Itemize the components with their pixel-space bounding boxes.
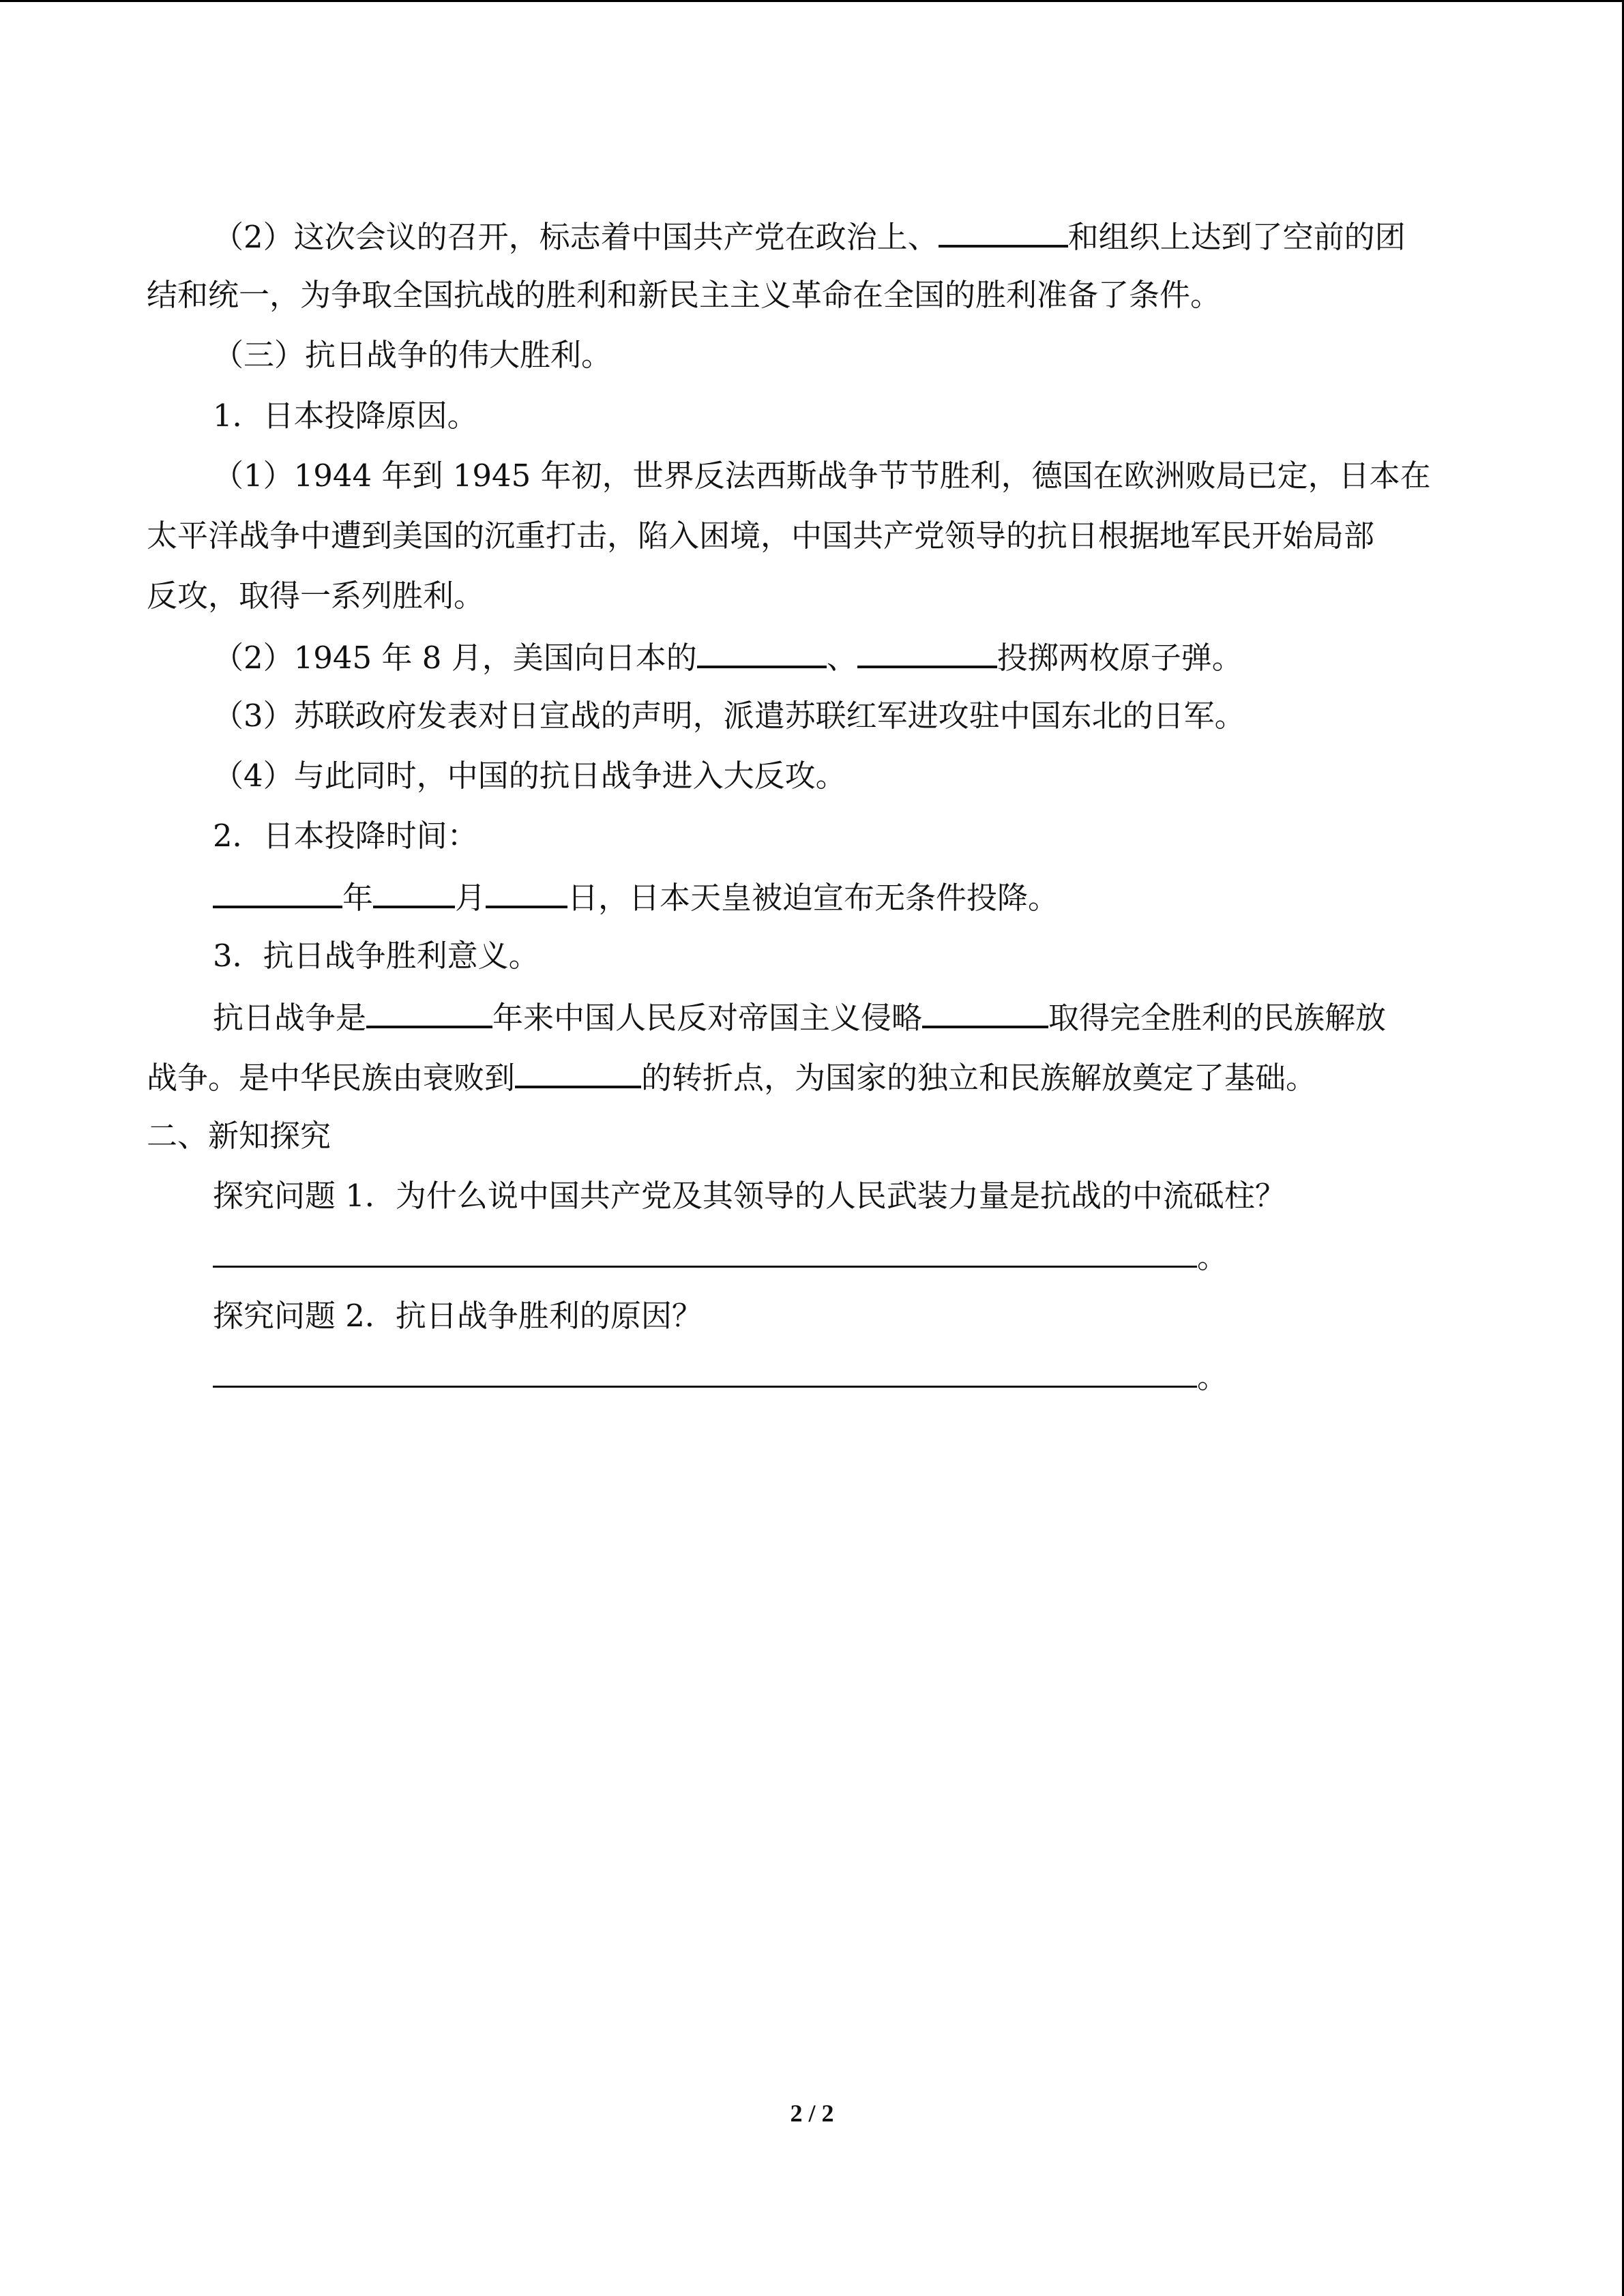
section-heading xyxy=(147,1116,331,1157)
text: 3．抗日战争胜利意义。 xyxy=(213,938,540,974)
paragraph-line xyxy=(213,756,846,796)
text: 探究问题 2．抗日战争胜利的原因？ xyxy=(213,1298,703,1334)
answer-line xyxy=(213,1236,1228,1277)
text: 战争。是中华民族由衰败到 xyxy=(147,1060,516,1096)
fill-blank[interactable] xyxy=(213,876,342,908)
subheading xyxy=(213,816,478,856)
text: （4）与此同时，中国的抗日战争进入大反攻。 xyxy=(213,758,846,794)
text: 投掷两枚原子弹。 xyxy=(996,640,1243,676)
subheading xyxy=(213,396,478,436)
fill-blank[interactable] xyxy=(857,636,997,668)
text: 日，日本天皇被迫宣布无条件投降。 xyxy=(567,880,1059,916)
text: 抗日战争是 xyxy=(213,1000,367,1036)
text: 。 xyxy=(1197,1359,1228,1395)
fill-blank[interactable] xyxy=(922,996,1048,1028)
paragraph-line xyxy=(213,696,1245,736)
text: （3）苏联政府发表对日宣战的声明，派遣苏联红军进攻驻中国东北的日军。 xyxy=(213,698,1245,734)
text: （1）1944 年到 1945 年初，世界反法西斯战争节节胜利，德国在欧洲败局已定，日本在 xyxy=(213,458,1431,494)
text: 、 xyxy=(826,640,857,676)
question xyxy=(213,1176,1286,1217)
text: （2）这次会议的召开，标志着中国共产党在政治上、 xyxy=(213,219,939,255)
paragraph-line xyxy=(147,1056,1316,1097)
fill-blank[interactable] xyxy=(366,996,492,1028)
fill-blank[interactable] xyxy=(515,1056,641,1088)
text: 太平洋战争中遭到美国的沉重打击，陷入困境，中国共产党领导的抗日根据地军民开始局部 xyxy=(147,518,1375,554)
section-heading xyxy=(213,335,612,376)
text: 月 xyxy=(455,880,486,916)
paragraph-line xyxy=(213,215,1406,256)
top-border xyxy=(0,0,1624,2)
text: 探究问题 1．为什么说中国共产党及其领导的人民武装力量是抗战的中流砥柱？ xyxy=(213,1178,1286,1214)
fill-blank[interactable] xyxy=(939,215,1068,248)
answer-blank[interactable] xyxy=(213,1236,1197,1268)
fill-blank[interactable] xyxy=(697,636,827,668)
text: 结和统一，为争取全国抗战的胜利和新民主主义革命在全国的胜利准备了条件。 xyxy=(147,277,1222,313)
fill-blank[interactable] xyxy=(373,876,455,908)
text: 的转折点，为国家的独立和民族解放奠定了基础。 xyxy=(641,1060,1317,1096)
paragraph-line xyxy=(213,456,1431,496)
text: 2．日本投降时间： xyxy=(213,818,478,854)
question xyxy=(213,1296,703,1337)
subheading xyxy=(213,936,540,976)
paragraph-line xyxy=(147,516,1374,556)
paragraph-line xyxy=(147,576,484,616)
text: 和组织上达到了空前的团 xyxy=(1067,219,1406,255)
text: 反攻，取得一系列胜利。 xyxy=(147,578,485,614)
paragraph-line xyxy=(213,636,1243,676)
text: 二、新知探究 xyxy=(147,1118,331,1154)
text: 年 xyxy=(342,880,374,916)
text: 。 xyxy=(1197,1239,1228,1275)
answer-line xyxy=(213,1356,1228,1397)
paragraph-line xyxy=(213,996,1386,1037)
paragraph-line xyxy=(147,275,1221,316)
fill-blank[interactable] xyxy=(486,876,567,908)
text: 年来中国人民反对帝国主义侵略 xyxy=(492,1000,923,1036)
answer-blank[interactable] xyxy=(213,1356,1197,1388)
text: （2）1945 年 8 月，美国向日本的 xyxy=(213,640,697,676)
page-number: 2 / 2 xyxy=(790,2100,834,2127)
text: 取得完全胜利的民族解放 xyxy=(1048,1000,1387,1036)
text: （三）抗日战争的伟大胜利。 xyxy=(213,337,612,373)
paragraph-line xyxy=(213,876,1059,916)
text: 1．日本投降原因。 xyxy=(213,398,478,434)
